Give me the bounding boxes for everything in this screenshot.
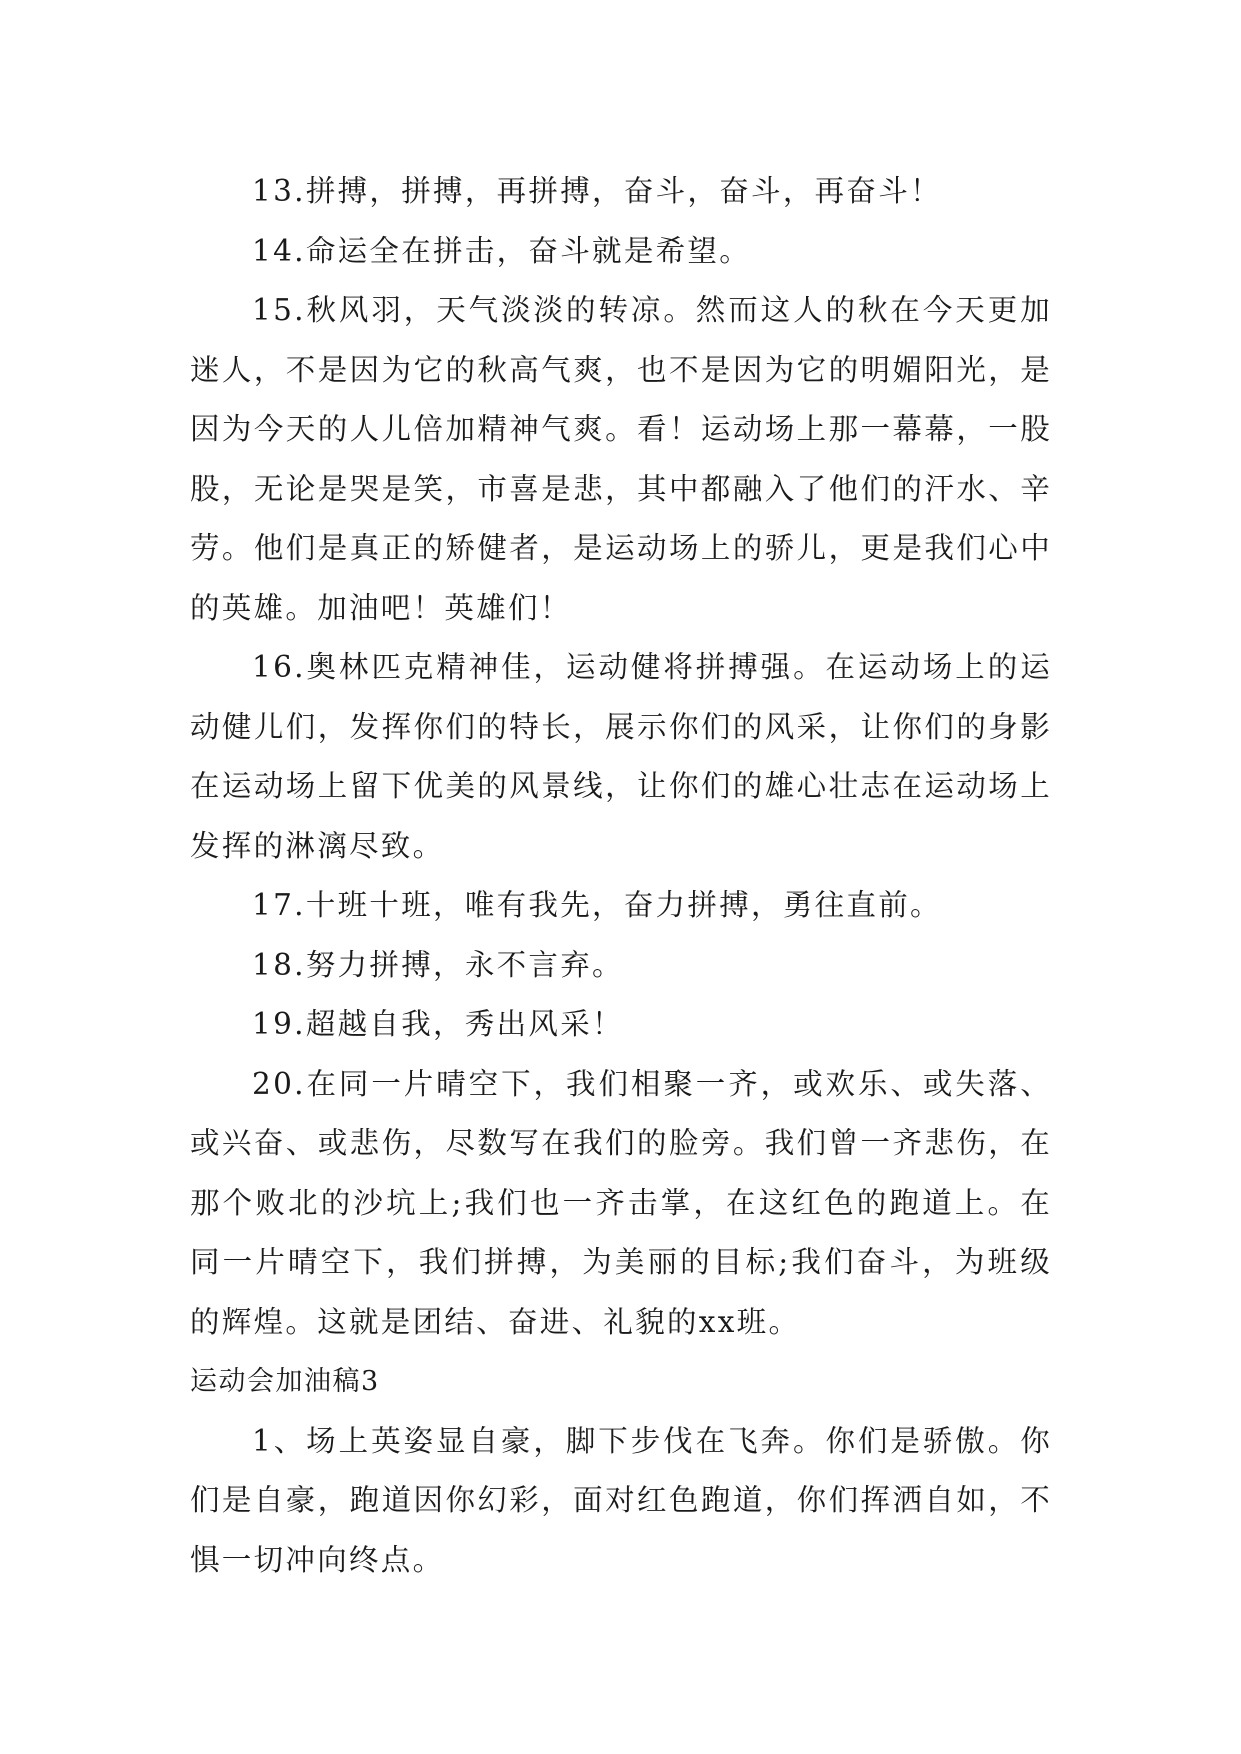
paragraph-20: 20.在同一片晴空下，我们相聚一齐，或欢乐、或失落、或兴奋、或悲伤，尽数写在我们的脸旁。我们曾一齐悲伤，在那个败北的沙坑上;我们也一齐击掌，在这红色的跑道上。在同一片晴空下，我们拼搏，为美丽的目标;我们奋斗，为班级的辉煌。这就是团结、奋进、礼貌的xx班。: [190, 1066, 1052, 1339]
document-body: [190, 162, 1052, 1590]
paragraph-16: 16.奥林匹克精神佳，运动健将拼搏强。在运动场上的运动健儿们，发挥你们的特长，展示你们的风采，让你们的身影在运动场上留下优美的风景线，让你们的雄心壮志在运动场上发挥的淋漓尽致。: [190, 650, 1052, 863]
paragraph-14: 14.命运全在拼击，奋斗就是希望。: [252, 233, 752, 268]
paragraph-15: 15.秋风羽，天气淡淡的转凉。然而这人的秋在今天更加迷人，不是因为它的秋高气爽，也不是因为它的明媚阳光，是因为今天的人儿倍加精神气爽。看！运动场上那一幕幕，一股股，无论是哭是笑，市喜是悲，其中都融入了他们的汗水、辛劳。他们是真正的矫健者，是运动场上的骄儿，更是我们心中的英雄。加油吧！英雄们！: [190, 293, 1052, 625]
section-heading: 运动会加油稿3: [190, 1366, 380, 1397]
paragraph-17: 17.十班十班，唯有我先，奋力拼搏，勇往直前。: [252, 888, 942, 922]
section-paragraph-1: 1、场上英姿显自豪，脚下步伐在飞奔。你们是骄傲。你们是自豪，跑道因你幻彩，面对红色跑道，你们挥洒自如，不惧一切冲向终点。: [190, 1423, 1052, 1577]
paragraph-13: 13.拼搏，拼搏，再拼搏，奋斗，奋斗，再奋斗！: [252, 174, 942, 208]
paragraph-18: 18.努力拼搏，永不言弃。: [252, 947, 624, 982]
paragraph-19: 19.超越自我，秀出风采！: [252, 1007, 624, 1041]
